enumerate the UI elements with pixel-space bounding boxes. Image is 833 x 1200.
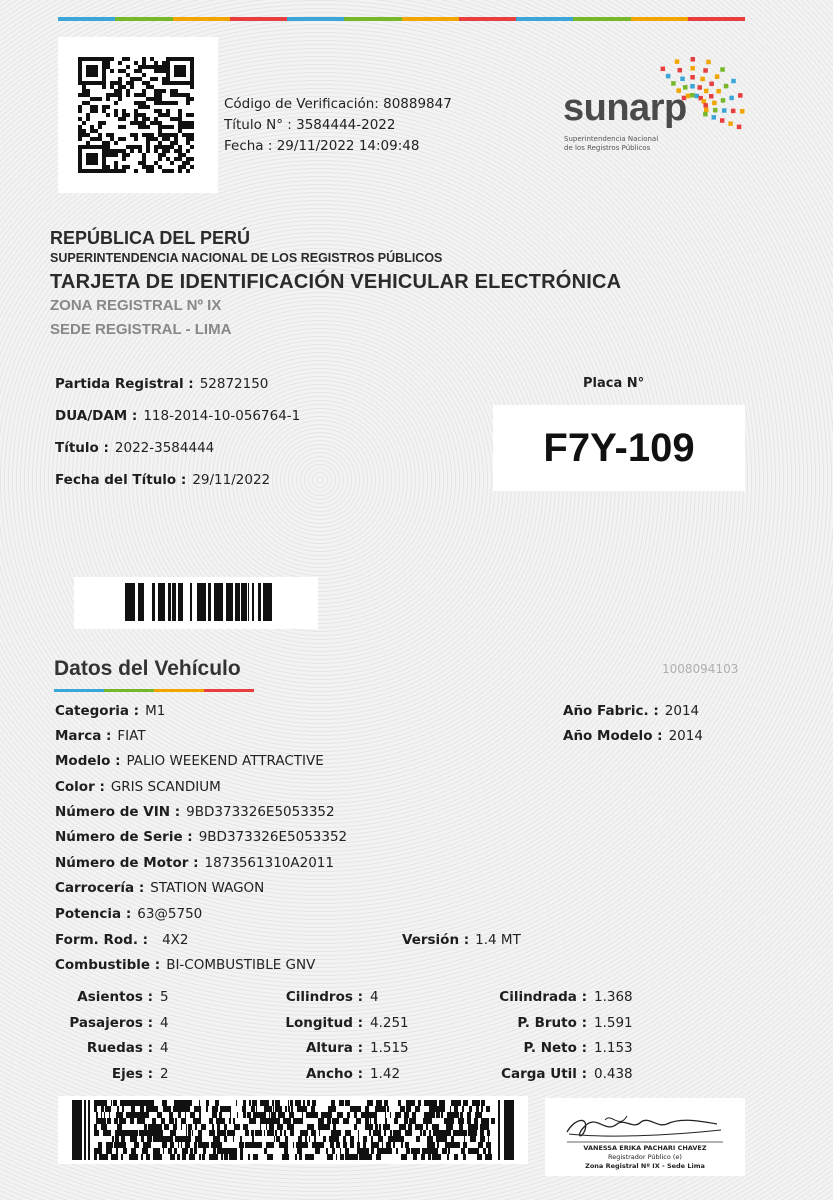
cilindrada-label: Cilindrada :: [499, 989, 587, 1005]
motor-label: Número de Motor :: [55, 855, 199, 871]
categoria-label: Categoria :: [55, 703, 140, 719]
issue-date: Fecha : 29/11/2022 14:09:48: [224, 138, 420, 154]
pneto-value: 1.153: [594, 1040, 633, 1056]
serie-value: 9BD373326E5053352: [198, 829, 348, 845]
potencia-value: 63@5750: [137, 906, 203, 922]
serial-number: 1008094103: [662, 662, 739, 676]
title-number: Título N° : 3584444-2022: [224, 117, 396, 133]
asientos-label: Asientos :: [77, 989, 153, 1005]
cilindros-value: 4: [370, 989, 379, 1005]
dua-value: 118-2014-10-056764-1: [143, 408, 301, 424]
plate-number: F7Y-109: [543, 425, 695, 470]
color-row: [55, 779, 221, 795]
version-value: 1.4 MT: [475, 932, 521, 948]
verification-code: Código de Verificación: 80889847: [224, 96, 452, 112]
categoria-value: M1: [145, 703, 166, 719]
zone-title: ZONA REGISTRAL Nº IX: [50, 297, 222, 314]
ejes-value: 2: [160, 1066, 169, 1082]
carga-label: Carga Util :: [501, 1066, 587, 1082]
ancho-value: 1.42: [370, 1066, 401, 1082]
motor-row: [55, 855, 334, 871]
signer-zone: Zona Registral Nº IX - Sede Lima: [585, 1162, 705, 1170]
pneto-label: P. Neto :: [523, 1040, 587, 1056]
signer-role: Registrador Público (e): [608, 1153, 682, 1161]
section-underline: [54, 689, 254, 692]
verification-block: [224, 94, 452, 157]
vin-label: Número de VIN :: [55, 804, 181, 820]
anio-fab-value: 2014: [664, 703, 700, 719]
ruedas-value: 4: [160, 1040, 169, 1056]
serie-row: [55, 829, 347, 845]
anio-fab-label: Año Fabric. :: [563, 703, 659, 719]
anio-mod-value: 2014: [668, 728, 703, 744]
altura-label: Altura :: [305, 1040, 363, 1056]
formrod-value: 4X2: [162, 932, 189, 948]
potencia-row: [55, 906, 202, 922]
barcode-icon: [122, 583, 272, 621]
fecha-titulo-value: 29/11/2022: [192, 472, 271, 488]
titulo-row: [55, 440, 214, 456]
vin-row: [55, 804, 335, 820]
anio-mod-label: Año Modelo :: [563, 728, 663, 744]
cilindros-label: Cilindros :: [285, 989, 363, 1005]
modelo-value: PALIO WEEKEND ATTRACTIVE: [126, 753, 324, 769]
marca-row: [55, 728, 146, 744]
formrod-label: Form. Rod. :: [55, 932, 149, 948]
color-label: Color :: [55, 779, 105, 795]
marca-label: Marca :: [55, 728, 112, 744]
titulo-label: Título :: [55, 440, 109, 456]
carroceria-label: Carrocería :: [55, 880, 145, 896]
signature-icon: [545, 1100, 745, 1150]
section-title: Datos del Vehículo: [54, 657, 241, 680]
qr-code-icon: [78, 57, 194, 173]
modelo-label: Modelo :: [55, 753, 121, 769]
ancho-label: Ancho :: [305, 1066, 363, 1082]
altura-value: 1.515: [370, 1040, 409, 1056]
partida-value: 52872150: [199, 376, 269, 392]
carroceria-value: STATION WAGON: [150, 880, 265, 896]
country-title: REPÚBLICA DEL PERÚ: [50, 228, 251, 248]
version-row: [402, 932, 521, 948]
carga-value: 0.438: [594, 1066, 633, 1082]
logo-sub-line2: de los Registros Públicos: [564, 144, 651, 152]
ejes-label: Ejes :: [111, 1066, 153, 1082]
anio-mod-row: [563, 728, 703, 744]
signature-box: [545, 1098, 745, 1176]
marca-value: FIAT: [117, 728, 146, 744]
pasajeros-label: Pasajeros :: [69, 1015, 153, 1031]
partida-row: [55, 376, 268, 392]
color-bar: [58, 17, 745, 21]
motor-value: 1873561310A2011: [204, 855, 334, 871]
dua-label: DUA/DAM :: [55, 408, 138, 424]
logo-word: sunarp: [563, 87, 687, 129]
formrod-row: [55, 932, 189, 948]
pbruto-label: P. Bruto :: [517, 1015, 587, 1031]
combustible-row: [55, 957, 315, 973]
entity-title: SUPERINTENDENCIA NACIONAL DE LOS REGISTROS PÚBLICOS: [50, 251, 443, 265]
cilindrada-value: 1.368: [594, 989, 633, 1005]
ruedas-label: Ruedas :: [86, 1040, 153, 1056]
asientos-value: 5: [160, 989, 169, 1005]
serie-label: Número de Serie :: [55, 829, 193, 845]
barcode-box: [74, 577, 318, 629]
fecha-titulo-row: [55, 472, 270, 488]
qr-code-box: [58, 37, 218, 193]
fecha-titulo-label: Fecha del Título :: [55, 472, 187, 488]
office-title: SEDE REGISTRAL - LIMA: [50, 321, 232, 338]
combustible-value: BI-COMBUSTIBLE GNV: [166, 957, 316, 973]
plate-label: Placa N°: [583, 376, 645, 391]
document-title: TARJETA DE IDENTIFICACIÓN VEHICULAR ELECTRÓNICA: [50, 271, 622, 293]
pdf417-barcode-box: [58, 1096, 528, 1164]
modelo-row: [55, 753, 324, 769]
signer-name: VANESSA ERIKA PACHARI CHAVEZ: [583, 1144, 707, 1152]
combustible-label: Combustible :: [55, 957, 161, 973]
logo-subtitle: [564, 135, 684, 153]
categoria-row: [55, 703, 165, 719]
dua-row: [55, 408, 300, 424]
pasajeros-value: 4: [160, 1015, 169, 1031]
longitud-value: 4.251: [370, 1015, 409, 1031]
longitud-label: Longitud :: [285, 1015, 363, 1031]
partida-label: Partida Registral :: [55, 376, 194, 392]
titulo-value: 2022-3584444: [114, 440, 215, 456]
vin-value: 9BD373326E5053352: [186, 804, 335, 820]
sunarp-logo: [560, 55, 760, 165]
pbruto-value: 1.591: [594, 1015, 633, 1031]
version-label: Versión :: [402, 932, 470, 948]
logo-sub-line1: Superintendencia Nacional: [564, 135, 659, 143]
carroceria-row: [55, 880, 264, 896]
potencia-label: Potencia :: [55, 906, 132, 922]
pdf417-barcode-icon: [72, 1100, 514, 1160]
color-value: GRIS SCANDIUM: [110, 779, 221, 795]
anio-fab-row: [563, 703, 699, 719]
plate-box: [493, 405, 745, 491]
